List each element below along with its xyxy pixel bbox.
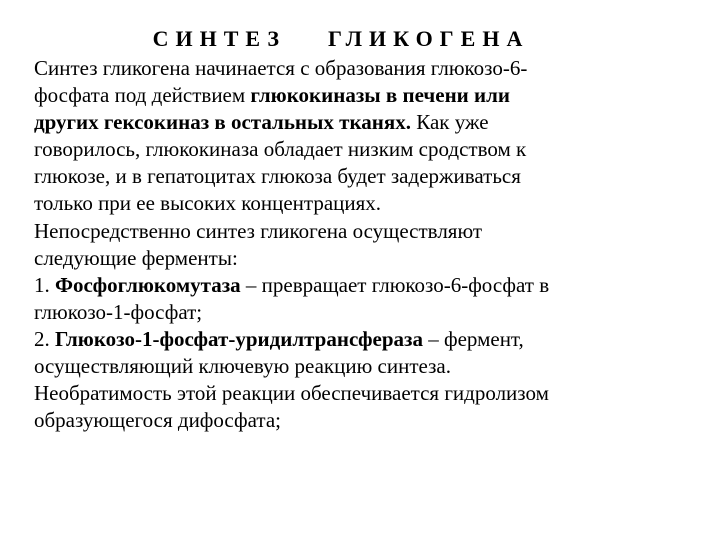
slide-title xyxy=(0,24,682,54)
enzyme-item-1-number: 1. xyxy=(34,272,55,297)
paragraph1-line4: говорилось, глюкокиназа обладает низким сродством к xyxy=(34,137,527,162)
paragraph1-line2-bold: глюкокиназы в печени или xyxy=(250,83,511,108)
paragraph1-line5: глюкозе, и в гепатоцитах глюкоза будет задерживаться xyxy=(34,164,521,189)
paragraph1-line2 xyxy=(34,82,694,109)
paragraph1-line3 xyxy=(34,109,694,136)
enzyme-item-1-line2: глюкозо-1-фосфат; xyxy=(34,299,203,324)
paragraph2-line1: Непосредственно синтез гликогена осуществляют xyxy=(34,218,483,243)
title-word-synthesis: СИНТЕЗ xyxy=(152,26,286,51)
slide-body xyxy=(34,55,694,434)
enzyme-item-2-line2: осуществляющий ключевую реакцию синтеза. xyxy=(34,354,451,379)
enzyme-item-2 xyxy=(34,326,694,353)
paragraph1-line1: Синтез гликогена начинается с образования глюкозо-6- xyxy=(34,56,528,80)
title-word-glycogen: ГЛИКОГЕНА xyxy=(327,26,530,51)
enzyme-item-2-line3: Необратимость этой реакции обеспечивается гидролизом xyxy=(34,381,549,406)
paragraph1-line6: только при ее высоких концентрациях. xyxy=(34,191,382,216)
paragraph1-line3-bold: других гексокиназ в остальных тканях. xyxy=(34,110,411,135)
enzyme-item-2-number: 2. xyxy=(34,326,55,351)
paragraph1-line3-text: Как уже xyxy=(411,110,489,135)
paragraph1-line2-text: фосфата под действием xyxy=(34,83,251,108)
paragraph2-line2: следующие ферменты: xyxy=(34,245,238,270)
enzyme-item-2-line4: образующегося дифосфата; xyxy=(34,408,281,433)
enzyme-item-1-desc: – превращает глюкозо-6-фосфат в xyxy=(240,272,550,297)
enzyme-item-1-name: Фосфоглюкомутаза xyxy=(55,272,241,297)
enzyme-item-2-name: Глюкозо-1-фосфат-уридилтрансфераза xyxy=(55,326,423,351)
enzyme-item-1 xyxy=(34,272,694,299)
enzyme-item-2-desc: – фермент, xyxy=(422,326,524,351)
